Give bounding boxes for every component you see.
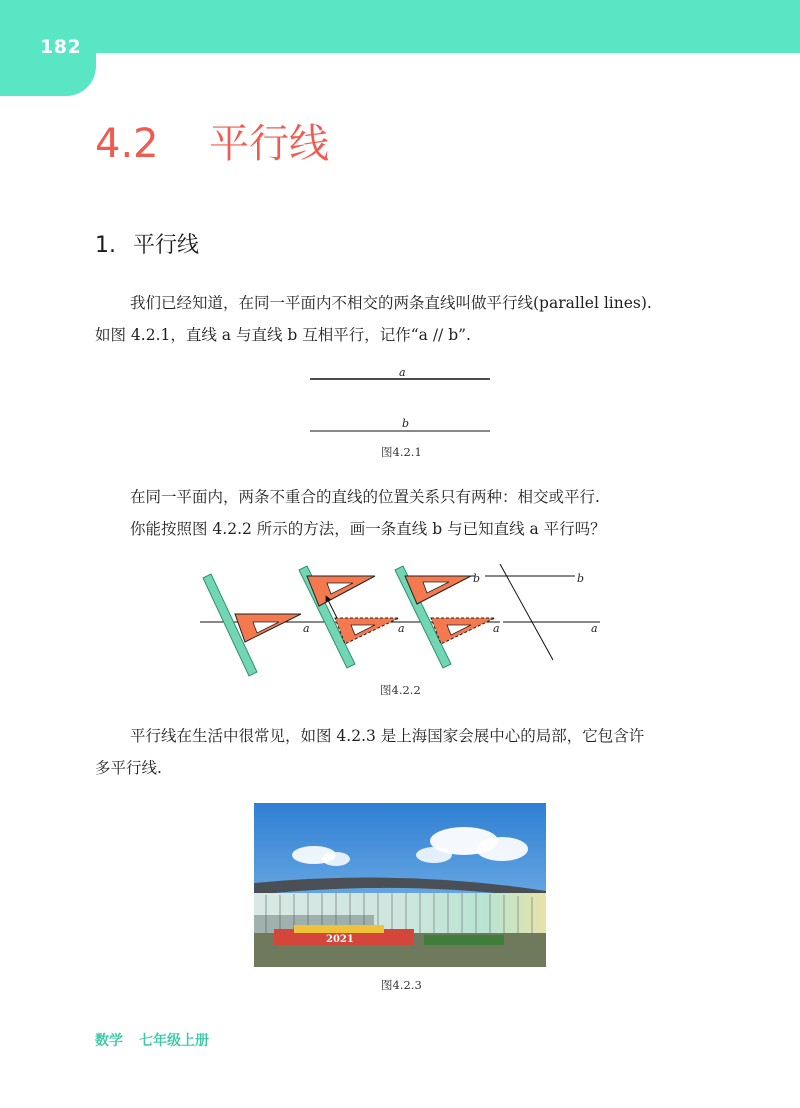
step-4 <box>485 564 600 660</box>
set-square-shape <box>307 576 375 606</box>
line-a-label: a <box>399 366 406 379</box>
footer-grade: 七年级上册 <box>139 1033 209 1049</box>
figure-parallel-lines <box>300 362 500 442</box>
line-a-label: a <box>493 622 500 635</box>
line-b-label: b <box>473 572 481 585</box>
paragraph-line: 我们已经知道，在同一平面内不相交的两条直线叫做平行线(parallel lines). <box>130 294 652 312</box>
paragraph-line: 如图 4.2.1，直线 a 与直线 b 互相平行，记作“a // b”. <box>95 326 471 344</box>
step-1 <box>200 574 310 676</box>
set-square-shape <box>431 618 495 644</box>
set-square-shape <box>235 614 301 642</box>
subsection-title <box>95 228 199 259</box>
paragraph-line: 多平行线. <box>95 759 162 777</box>
footer <box>95 1030 209 1050</box>
line-a-label: a <box>398 622 405 635</box>
section-title-text: 平行线 <box>209 121 329 167</box>
paragraph-line: 平行线在生活中很常见，如图 4.2.3 是上海国家会展中心的局部，它包含许 <box>130 727 645 745</box>
figure-caption: 图4.2.2 <box>380 683 421 697</box>
page-number: 182 <box>40 36 82 58</box>
top-banner <box>0 0 800 53</box>
line-b-label: b <box>577 572 585 585</box>
set-square-shape <box>335 618 399 644</box>
figure-drawing-parallel-steps <box>195 560 615 678</box>
line-a-label: a <box>591 622 598 635</box>
exhibition-center-photo <box>254 803 546 967</box>
step-2 <box>299 566 407 668</box>
paragraph-line: 你能按照图 4.2.2 所示的方法，画一条直线 b 与已知直线 a 平行吗？ <box>130 520 606 538</box>
subsection-title-text: 平行线 <box>133 233 200 258</box>
banner-text: 2021 <box>326 934 354 945</box>
footer-subject: 数学 <box>95 1033 123 1049</box>
section-number: 4.2 <box>95 121 159 167</box>
transversal-line <box>500 564 553 660</box>
subsection-number: 1. <box>95 233 116 258</box>
set-square-shape <box>405 576 471 604</box>
step-3 <box>395 566 500 668</box>
paragraph-line: 在同一平面内，两条不重合的直线的位置关系只有两种：相交或平行. <box>130 488 600 506</box>
line-b-label: b <box>402 417 410 430</box>
figure-caption: 图4.2.3 <box>381 978 422 992</box>
line-a-label: a <box>303 622 310 635</box>
section-title <box>95 112 329 169</box>
figure-caption: 图4.2.1 <box>381 445 422 459</box>
